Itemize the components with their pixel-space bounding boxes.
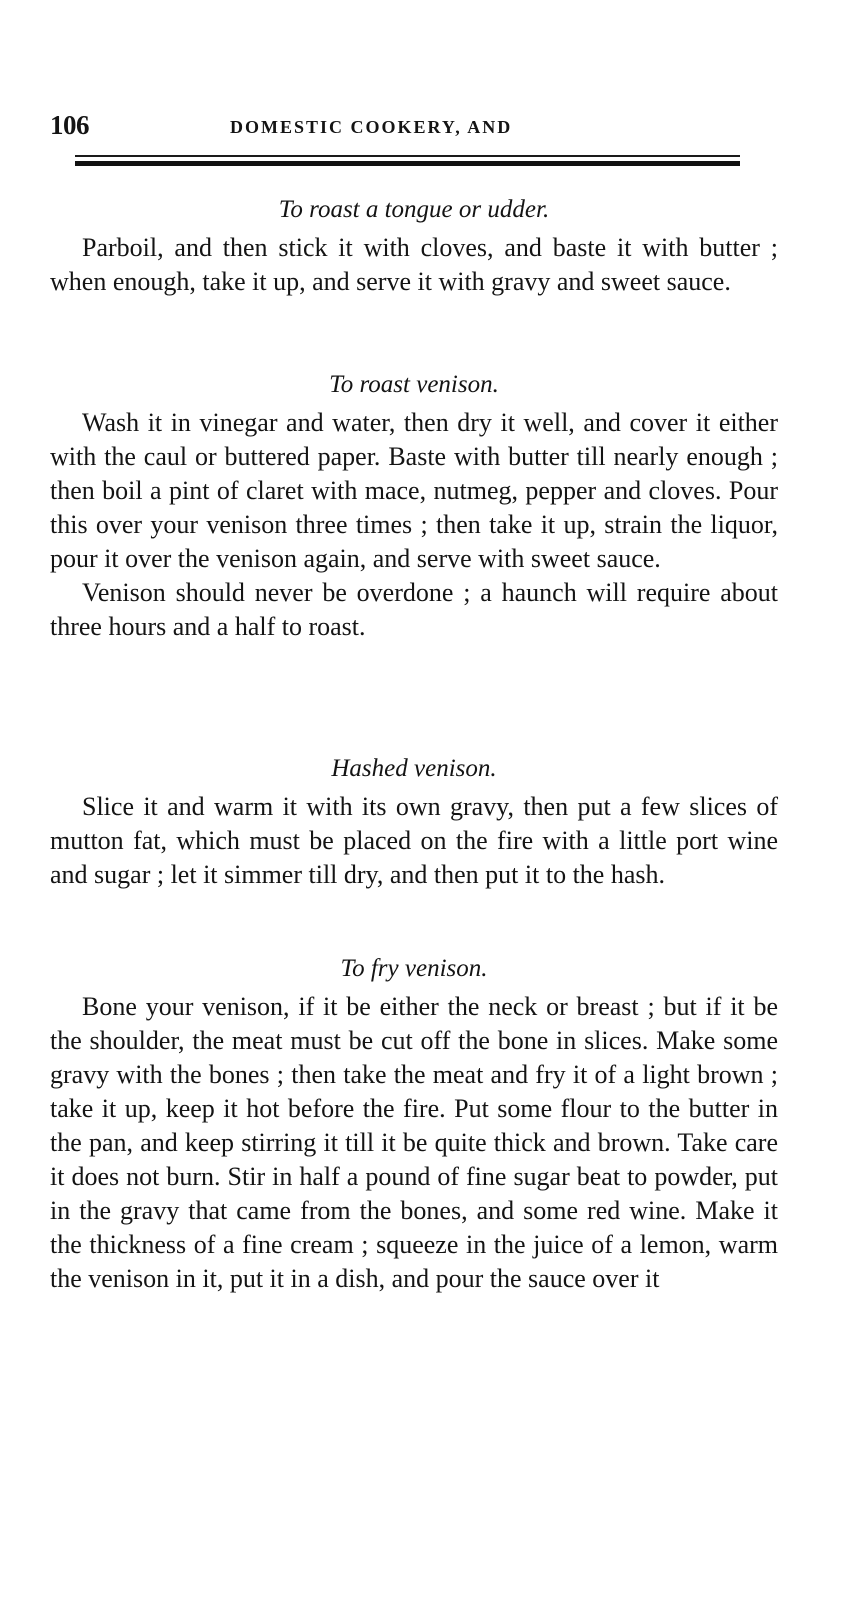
recipe-heading: To fry venison. [340,955,488,982]
header-rule-thin [75,155,740,157]
page-number: 106 [50,110,89,140]
recipe-paragraph: Slice it and warm it with its own gravy, then put a few slices of mutton fat, which must be placed on the fire with a little port wine and sugar ; let it simmer till dry, and then put it to the hash. [50,792,778,889]
recipe-heading: To roast venison. [329,371,499,398]
recipe-paragraph: Parboil, and then stick it with cloves, and baste it with butter ; when enough, take it up, and serve it with gravy and sweet sauce. [50,233,778,296]
running-head [50,110,750,144]
header-rule-thick [75,161,740,166]
recipe-roast-venison [50,368,778,644]
running-title: DOMESTIC COOKERY, AND [230,117,513,137]
recipe-paragraph: Bone your venison, if it be either the neck or breast ; but if it be the shoulder, the meat must be cut off the bone in slices. Make some gravy with the bones ; then take the meat and fry it of a light brown ; take it up, keep it hot before the fire. Put some flour to the butter in the pan, and keep stirring it till it be quite thick and brown. Take care it does not burn. Stir in half a pound of fine sugar beat to powder, put in the gravy that came from the bones, and some red wine. Make it the thickness of a fine cream ; squeeze in the juice of a lemon, warm the venison in it, put it in a dish, and pour the sauce over it [50,992,778,1293]
recipe-roast-tongue [50,193,778,299]
recipe-hashed-venison [50,752,778,892]
recipe-heading: Hashed venison. [331,755,497,782]
recipe-heading: To roast a tongue or udder. [278,196,550,223]
recipe-paragraph: Wash it in vinegar and water, then dry it well, and cover it either with the caul or buttered paper. Baste with butter till nearly enough ; then boil a pint of claret with mace, nutmeg, pepper and cloves. Pour this over your venison three times ; then take it up, strain the liquor, pour it over the venison again, and serve with sweet sauce. [50,408,778,573]
recipe-fry-venison [50,952,778,1296]
recipe-paragraph: Venison should never be overdone ; a haunch will require about three hours and a half to roast. [50,578,778,641]
